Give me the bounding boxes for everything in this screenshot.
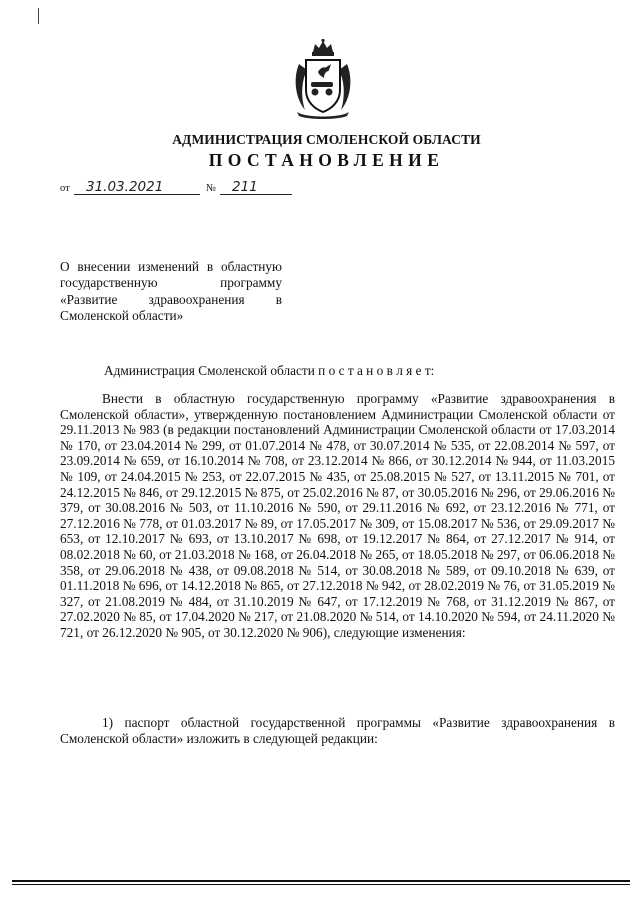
handwritten-date: 31.03.2021 <box>86 179 164 195</box>
footer-rule <box>12 880 630 882</box>
coat-of-arms-icon <box>291 38 355 120</box>
date-from-label: от <box>60 183 70 194</box>
document-subject: О внесении изменений в областную государственную программу «Развитие здравоохранения в Смоленской области» <box>60 259 282 324</box>
item-1-text: 1) паспорт областной государственной программы «Развитие здравоохранения в Смоленской области» изложить в следующей редакции: <box>60 715 615 746</box>
list-item <box>60 715 615 746</box>
organization-name: АДМИНИСТРАЦИЯ СМОЛЕНСКОЙ ОБЛАСТИ <box>172 132 481 147</box>
number-label: № <box>206 183 217 194</box>
footer-rule-thin <box>12 884 630 885</box>
preamble: Администрация Смоленской области п о с т а н о в л я е т: <box>104 363 435 378</box>
document-type: ПОСТАНОВЛЕНИЕ <box>208 150 445 170</box>
main-paragraph <box>60 391 615 641</box>
date-line <box>60 176 320 196</box>
handwritten-number: 211 <box>232 179 258 195</box>
amendment-text: Внести в областную государственную программу «Развитие здравоохранения в Смоленской области», утвержденную постановлением Администрации Смоленской области от 29.11.2013 № 983 (в редакции постановлений Администрации Смоленской области от 17.03.2014 № 170, от 23.04.2014 № 299, от 01.07.2014 № 478, от 30.07.2014 № 535, от 22.08.2014 № 597, от 23.09.2014 № 659, от 16.10.2014 № 708, от 23.12.2014 № 866, от 30.12.2014 № 944, от 11.03.2015 № 109, от 24.04.2015 № 253, от 22.07.2015 № 435, от 25.08.2015 № 527, от 13.11.2015 № 701, от 24.12.2015 № 846, от 29.12.2015 № 875, от 25.02.2016 № 87, от 30.05.2016 № 296, от 29.06.2016 № 379, от 30.08.2016 № 503, от 11.10.2016 № 590, от 29.11.2016 № 692, от 23.12.2016 № 771, от 27.12.2016 № 778, от 01.03.2017 № 89, от 17.05.2017 № 309, от 15.08.2017 № 536, от 29.09.2017 № 653, от 12.10.2017 № 693, от 13.10.2017 № 698, от 19.12.2017 № 864, от 27.12.2017 № 914, от 08.02.2018 № 60, от 21.03.2018 № 168, от 26.04.2018 № 265, от 18.05.2018 № 297, от 06.06.2018 № 358, от 29.06.2018 № 438, от 09.08.2018 № 514, от 30.08.2018 № 589, от 09.10.2018 № 639, от 01.11.2018 № 696, от 14.12.2018 № 865, от 27.12.2018 № 942, от 28.02.2019 № 76, от 31.05.2019 № 327, от 21.08.2019 № 484, от 31.10.2019 № 647, от 17.12.2019 № 768, от 31.12.2019 № 867, от 27.02.2020 № 85, от 17.04.2020 № 217, от 21.08.2020 № 514, от 14.10.2020 № 594, от 24.11.2020 № 721, от 26.12.2020 № 905, от 30.12.2020 № 906), следующие изменения: <box>60 391 615 640</box>
scan-mark <box>38 8 39 24</box>
